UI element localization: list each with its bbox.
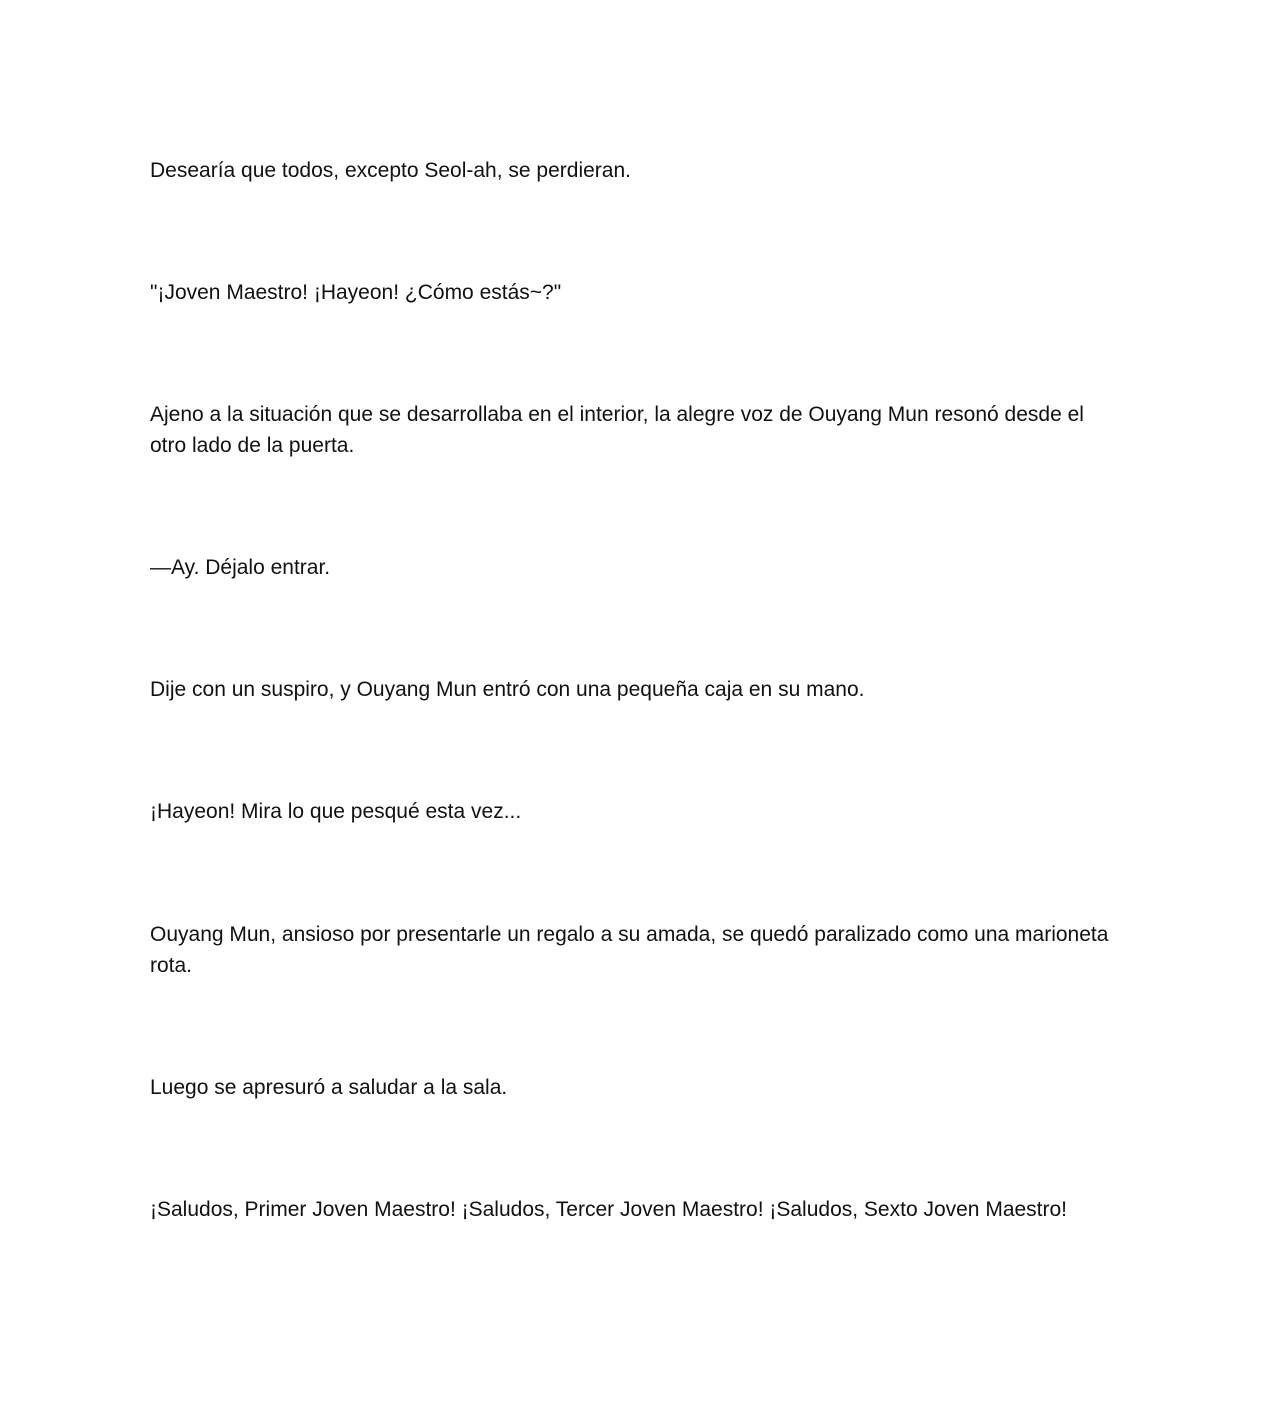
- paragraph: Luego se apresuró a saludar a la sala.: [150, 1076, 508, 1099]
- paragraph: ¡Saludos, Primer Joven Maestro! ¡Saludos, Tercer Joven Maestro! ¡Saludos, Sexto Joven Maestro!: [150, 1198, 1068, 1221]
- paragraph: Ouyang Mun, ansioso por presentarle un regalo a su amada, se quedó paralizado como una marioneta rota.: [150, 923, 1109, 977]
- paragraph: Dije con un suspiro, y Ouyang Mun entró con una pequeña caja en su mano.: [150, 678, 865, 701]
- paragraph: Ajeno a la situación que se desarrollaba en el interior, la alegre voz de Ouyang Mun resonó desde el otro lado de la puerta.: [150, 403, 1084, 457]
- paragraph: —Ay. Déjalo entrar.: [150, 556, 331, 579]
- paragraph: ¡Hayeon! Mira lo que pesqué esta vez...: [150, 800, 522, 823]
- paragraph: Desearía que todos, excepto Seol-ah, se perdieran.: [150, 159, 631, 182]
- paragraph: "¡Joven Maestro! ¡Hayeon! ¿Cómo estás~?": [150, 281, 562, 304]
